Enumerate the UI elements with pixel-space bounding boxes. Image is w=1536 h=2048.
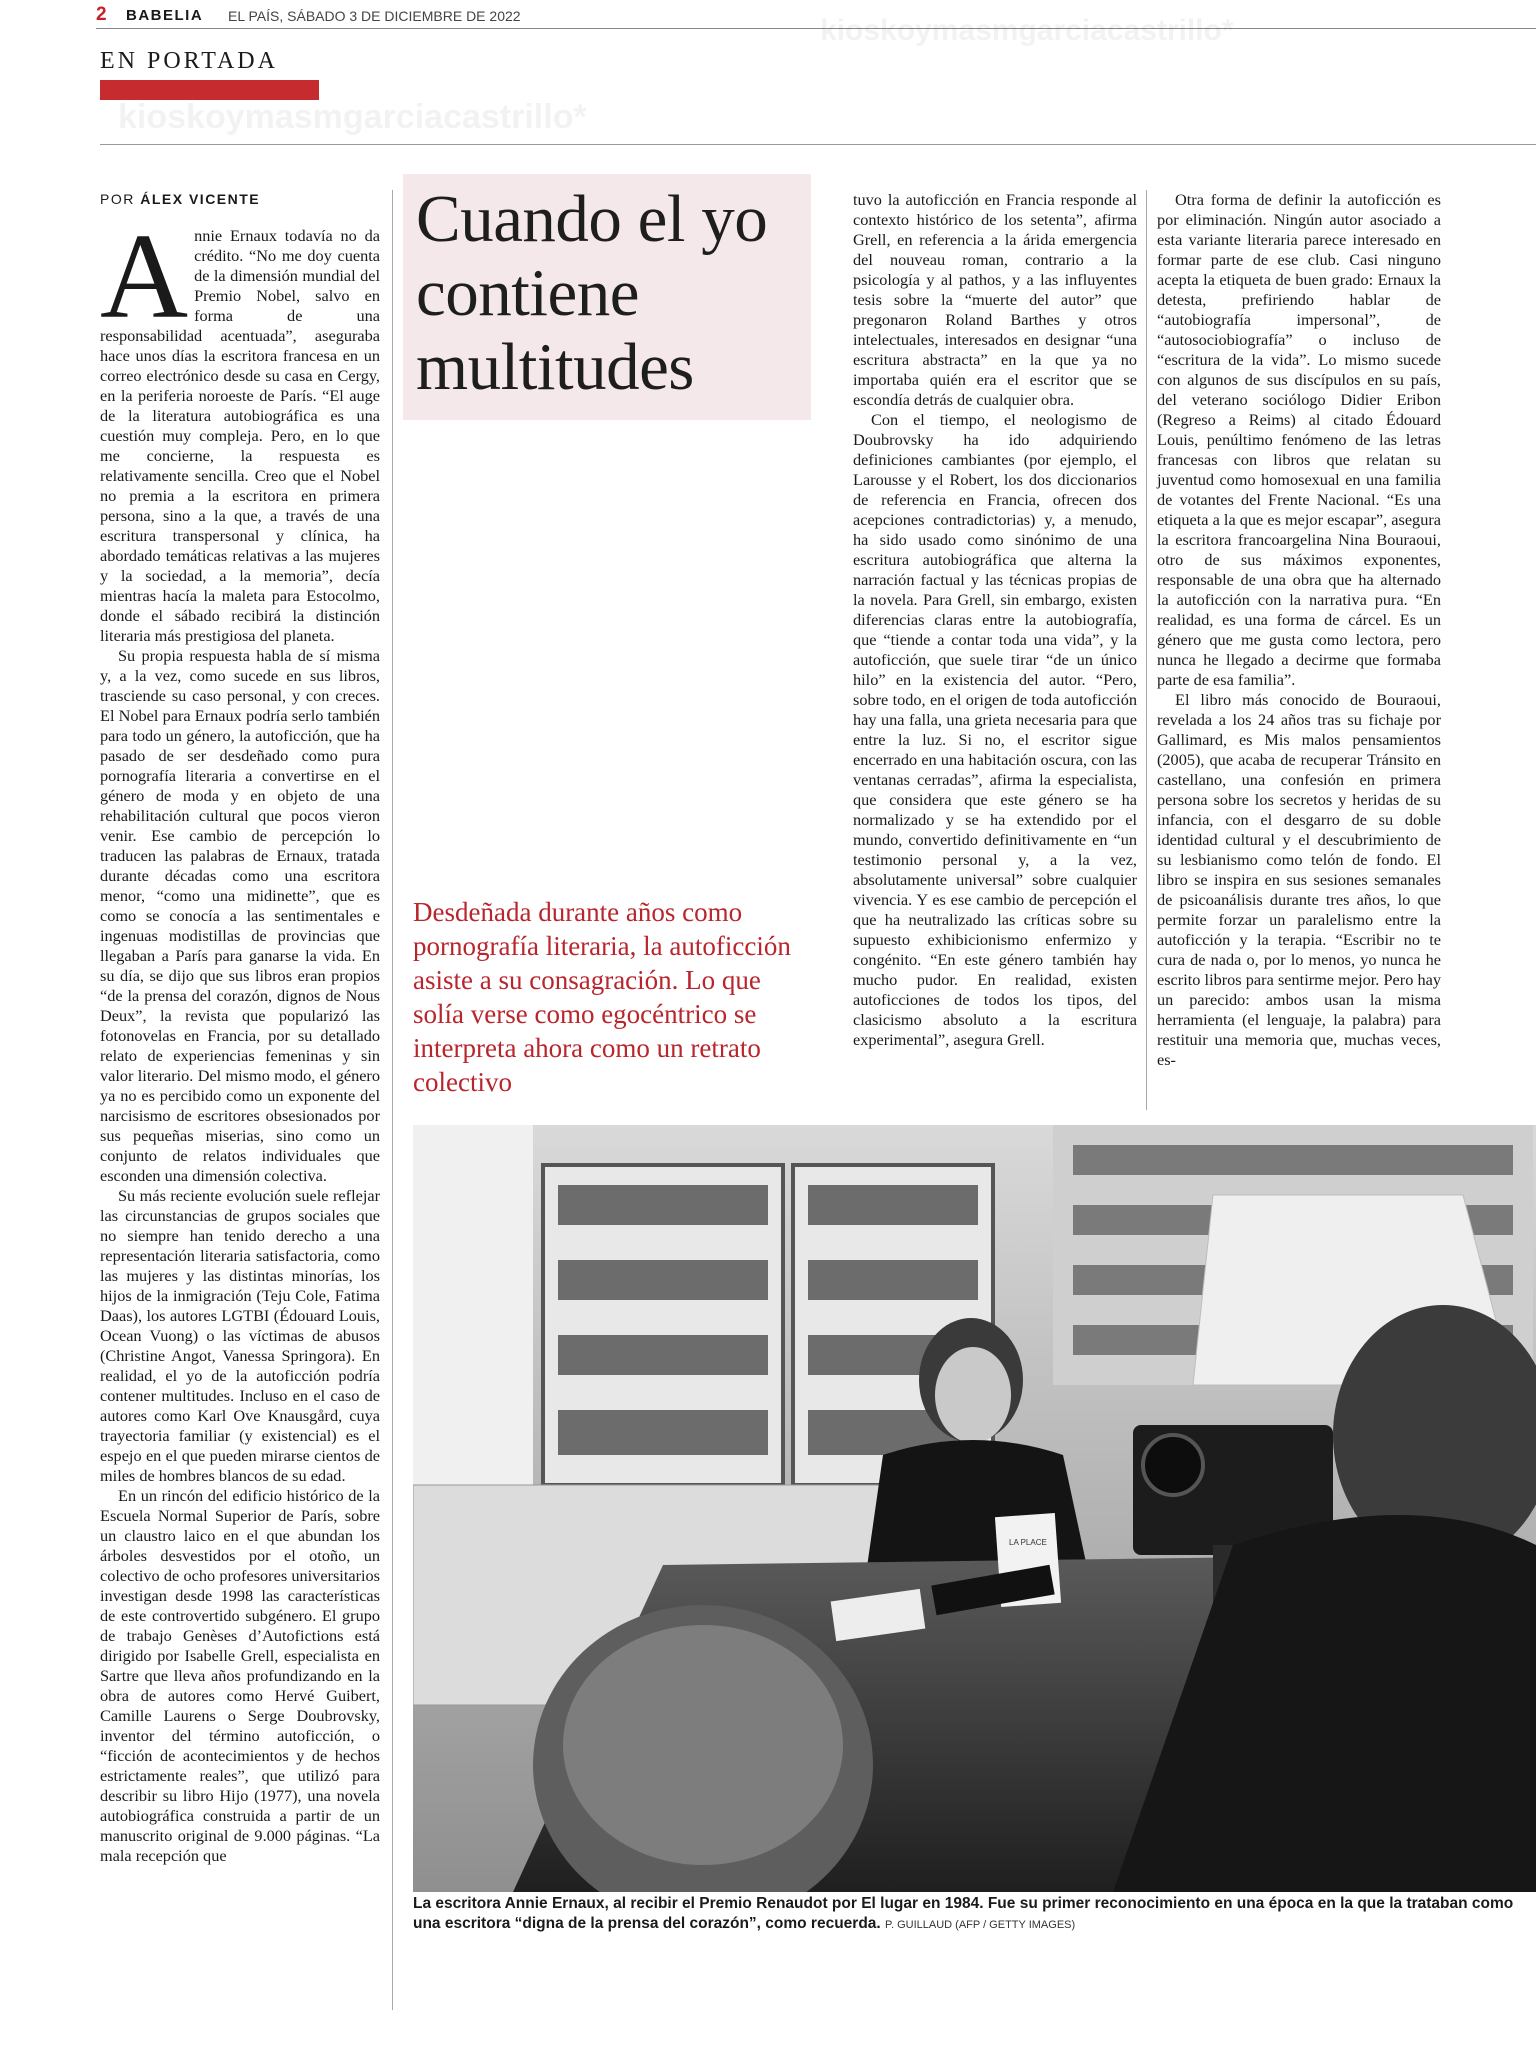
drop-cap: A: [100, 209, 189, 344]
article-column-1: [100, 209, 380, 1866]
standfirst: Desdeñada durante años como pornografía literaria, la autoficción asiste a su consagración. Lo que solía verse como egocéntrico se interpreta ahora como un retrato colectivo: [413, 897, 791, 1097]
paragraph: tuvo la autoficción en Francia responde al contexto histórico de los setenta”, afirma Grell, en referencia a la árida emergencia del nouveau roman, contrario a la psicología y al pathos, y a las influyentes tesis sobre la “muerte del autor” que pregonaron Roland Barthes y otros intelectuales, interesados en designar “una escritura abstracta” en la que ya no importaba quién era el escritor que se escondía detrás de cualquier obra.: [853, 190, 1137, 409]
paragraph: En un rincón del edificio histórico de la Escuela Normal Superior de París, sobre un claustro laico en el que abundan los árboles desvestidos por el otoño, un colectivo de ocho profesores universitarios investigan desde 1998 las características de este controvertido subgénero. El grupo de trabajo Genèses d’Autofictions está dirigido por Isabelle Grell, especialista en Sartre que lleva años profundizando en la obra de autores como Hervé Guibert, Camille Laurens o Serge Doubrovsky, inventor del término autoficción, o “ficción de acontecimientos y de hechos estrictamente reales”, que utilizó para describir su libro Hijo (1977), una novela autobiográfica construida a partir de un manuscrito original de 9.000 páginas. “La mala recepción que: [100, 1486, 380, 1865]
kicker-bar: [100, 80, 319, 100]
byline-author: ÁLEX VICENTE: [140, 191, 261, 207]
paragraph: [100, 209, 380, 646]
dateline: EL PAÍS, SÁBADO 3 DE DICIEMBRE DE 2022: [228, 8, 521, 24]
section-rule: [100, 144, 1536, 145]
paragraph-text: nnie Ernaux todavía no da crédito. “No me doy cuenta de la dimensión mundial del Premio Nobel, salvo en forma de una responsabilidad acentuada”, aseguraba hace unos días la escritora francesa en un correo electrónico desde su casa en Cergy, en la periferia noroeste de París. “El auge de la literatura autobiográfica es una cuestión muy compleja. Pero, en lo que me concierne, la respuesta es relativamente sencilla. Creo que el Nobel no premia a la escritora en primera persona, sino a la que, a través de una escritura transpersonal y clínica, ha abordado temáticas relativas a las mujeres y la sociedad, a la memoria”, decía mientras hacía la maleta para Estocolmo, donde el sábado recibirá la distinción literaria más prestigiosa del planeta.: [100, 226, 380, 645]
watermark: kioskoymasmgarciacastrillo*: [820, 14, 1234, 47]
column-divider: [392, 190, 393, 2010]
photo-credit: P. GUILLAUD (AFP / GETTY IMAGES): [885, 1919, 1076, 1931]
headline: Cuando el yo contiene multitudes: [416, 182, 768, 404]
column-divider: [1146, 190, 1147, 1110]
page-number: 2: [96, 4, 107, 25]
kicker: EN PORTADA: [100, 48, 278, 74]
article-column-3: [1157, 190, 1441, 1070]
article-column-2: [853, 190, 1137, 1050]
byline-prefix: POR: [100, 191, 135, 207]
section-name: BABELIA: [126, 7, 204, 24]
book-label: LA PLACE: [1009, 1538, 1047, 1547]
paragraph: Con el tiempo, el neologismo de Doubrovsky ha ido adquiriendo definiciones cambiantes (por ejemplo, el Larousse y el Robert, los dos diccionarios de referencia en Francia, ofrecen dos acepciones contradictorias) y, a menudo, ha sido usado como sinónimo de una escritura autobiográfica que alterna la narración factual y las técnicas propias de la novela. Para Grell, sin embargo, existen diferencias claras entre la autobiografía, que “tiende a contar toda una vida”, y la autoficción, que suele tirar “de un único hilo” en la existencia del autor. “Pero, sobre todo, en el origen de toda autoficción hay una falla, una grieta necesaria para que entre la luz. Si no, el escritor sigue encerrado en una habitación oscura, con las ventanas cerradas”, afirma la especialista, que considera que este género se ha normalizado y se ha extendido por el mundo, convertido definitivamente en “un testimonio personal y, a la vez, absolutamente universal” sobre cualquier vivencia. Y es ese cambio de percepción el que ha neutralizado las críticas sobre su supuesto exhibicionismo enfermizo y congénito. “En este género también hay mucho pudor. En realidad, existen autoficciones de todos los tipos, del clasicismo absoluto a la escritura experimental”, asegura Grell.: [853, 410, 1137, 1049]
paragraph: Su propia respuesta habla de sí misma y, a la vez, como sucede en sus libros, trasciende su caso personal, y con creces. El Nobel para Ernaux podría serlo también para todo un género, la autoficción, que ha pasado de ser desdeñado como pura pornografía literaria a convertirse en el género de moda y en objeto de una rehabilitación cultural que pocos vieron venir. Ese cambio de percepción lo traducen las palabras de Ernaux, tratada durante décadas como una escritora menor, “como una midinette”, que es como se conocía a las sentimentales e ingenuas modistillas de provincias que llegaban a París para ganarse la vida. En su día, se dijo que sus libros eran propios “de la prensa del corazón, dignos de Nous Deux”, la revista que popularizó las fotonovelas en Francia, por su detallado relato de experiencias femeninas y sin valor literario. Del mismo modo, el género ya no es percibido como un exponente del narcisismo de escritores obsesionados por sus pequeñas miserias, sino como un conjunto de relatos individuales que esconden una dimensión colectiva.: [100, 646, 380, 1185]
article-photo: [413, 1125, 1536, 1892]
photo-caption: [413, 1894, 1536, 1934]
caption-text: La escritora Annie Ernaux, al recibir el Premio Renaudot por El lugar en 1984. Fue su primer reconocimiento en una época en la que la trataban como una escritora “digna de la prensa del corazón”, como recuerda.: [413, 1895, 1514, 1932]
photo-illustration: [413, 1125, 1536, 1892]
paragraph: Su más reciente evolución suele reflejar las circunstancias de grupos sociales que no siempre han tenido derecho a una representación literaria satisfactoria, como las mujeres y las distintas minorías, los hijos de la inmigración (Teju Cole, Fatima Daas), los autores LGTBI (Édouard Louis, Ocean Vuong) o las víctimas de abusos (Christine Angot, Vanessa Springora). En realidad, el yo de la autoficción podría contener multitudes. Incluso en el caso de autores como Karl Ove Knausgård, cuya trayectoria familiar (y existencial) es el espejo en el que pueden mirarse cientos de miles de hombres blancos de su edad.: [100, 1186, 380, 1485]
paragraph: Otra forma de definir la autoficción es por eliminación. Ningún autor asociado a esta variante literaria parece interesado en formar parte de ese club. Casi ninguno acepta la etiqueta de buen grado: Ernaux la detesta, prefiriendo hablar de “autobiografía impersonal”, de “autosociobiografía” o incluso de “escritura de la vida”. Lo mismo sucede con algunos de sus discípulos en su país, del veterano sociólogo Didier Eribon (Regreso a Reims) al citado Édouard Louis, penúltimo fenómeno de las letras francesas con libros que relatan su juventud como homosexual en una familia de votantes del Frente Nacional. “Es una etiqueta a la que es mejor escapar”, asegura la escritora francoargelina Nina Bouraoui, otro de sus máximos exponentes, responsable de una obra que ha alternado la autoficción con la narrativa pura. “En realidad, es una forma de cárcel. Es un género que me gusta como lectora, pero nunca he llegado a decirme que formaba parte de esa familia”.: [1157, 190, 1441, 689]
watermark: kioskoymasmgarciacastrillo*: [118, 98, 587, 136]
byline: [100, 191, 260, 207]
paragraph: El libro más conocido de Bouraoui, revelada a los 24 años tras su fichaje por Gallimard, es Mis malos pensamientos (2005), que acaba de recuperar Tránsito en castellano, una confesión en primera persona sobre los secretos y heridas de su infancia, con el desgarro de su doble identidad cultural y el descubrimiento de su lesbianismo como telón de fondo. El libro se inspira en sus sesiones semanales de psicoanálisis durante tres años, lo que permite forzar un paralelismo entre la autoficción y la terapia. “Escribir no te cura de nada o, por lo menos, yo nunca he escrito libros para sentirme mejor. Pero hay un parecido: ambos usan la misma herramienta (el lenguaje, la palabra) para restituir una memoria que, muchas veces, es-: [1157, 690, 1441, 1069]
header-rule: [96, 28, 1536, 29]
